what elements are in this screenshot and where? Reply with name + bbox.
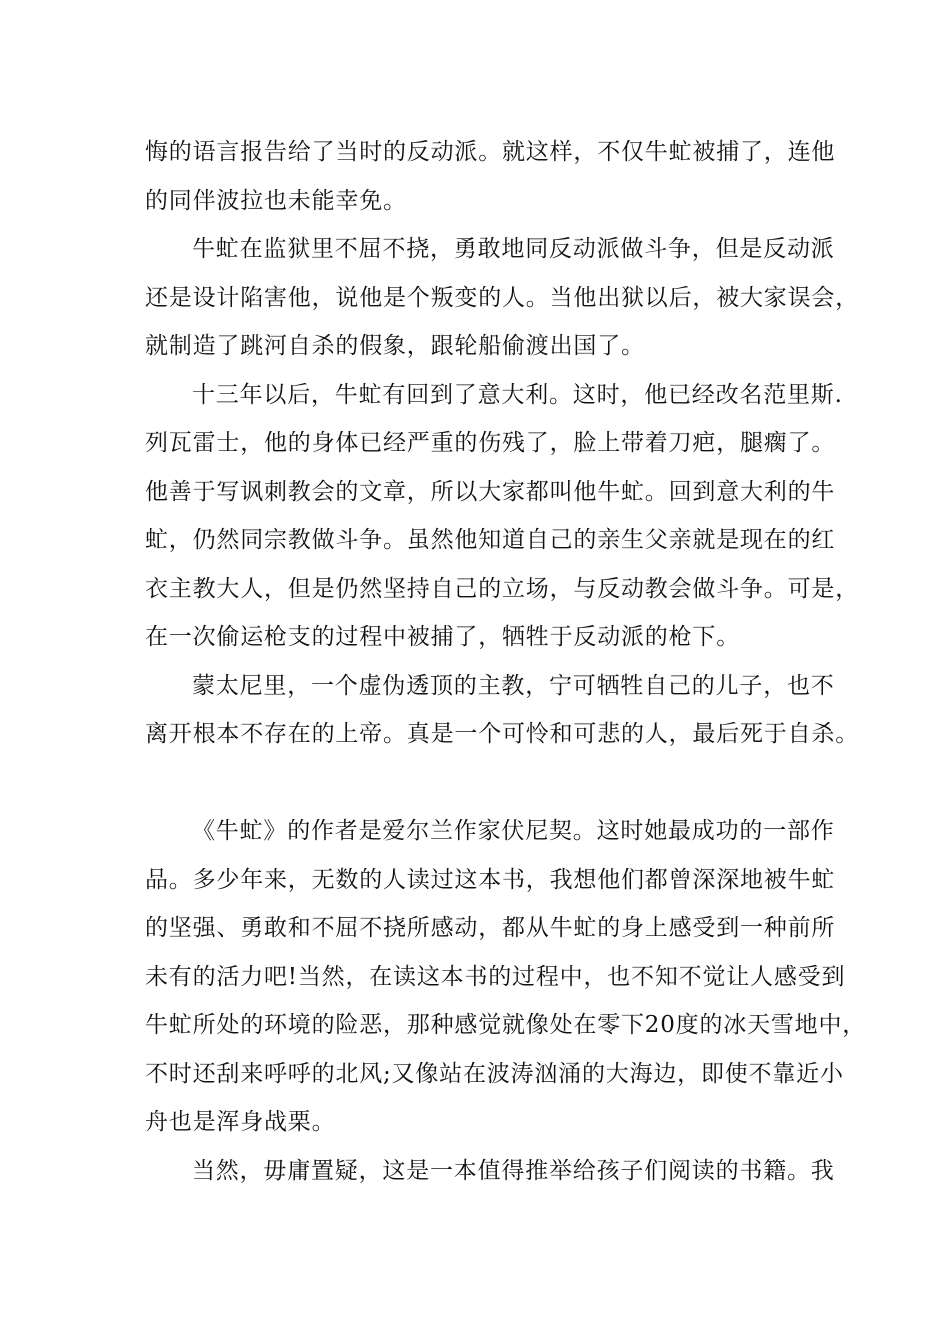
text-line: 品。多少年来，无数的人读过这本书，我想他们都曾深深地被牛虻 bbox=[145, 867, 836, 893]
text-line: 列瓦雷士，他的身体已经严重的伤残了，脸上带着刀疤，腿瘸了。 bbox=[145, 430, 836, 456]
text-line: 还是设计陷害他，说他是个叛变的人。当他出狱以后，被大家误会， bbox=[145, 285, 859, 311]
text-line: 《牛虻》的作者是爱尔兰作家伏尼契。这时她最成功的一部作 bbox=[192, 818, 835, 844]
text-line: 十三年以后，牛虻有回到了意大利。这时，他已经改名范里斯. bbox=[192, 382, 843, 408]
text-line: 当然，毋庸置疑，这是一本值得推举给孩子们阅读的书籍。我 bbox=[192, 1158, 835, 1184]
text-line: 未有的活力吧!当然，在读这本书的过程中，也不知不觉让人感受到 bbox=[145, 964, 846, 990]
text-line: 的坚强、勇敢和不屈不挠所感动，都从牛虻的身上感受到一种前所 bbox=[145, 915, 836, 941]
text-line: 离开根本不存在的上帝。真是一个可怜和可悲的人，最后死于自杀。 bbox=[145, 721, 859, 747]
text-line: 在一次偷运枪支的过程中被捕了，牺牲于反动派的枪下。 bbox=[145, 624, 740, 650]
text-line: 蒙太尼里，一个虚伪透顶的主教，宁可牺牲自己的儿子，也不 bbox=[192, 673, 835, 699]
text-line: 的同伴波拉也未能幸免。 bbox=[145, 188, 407, 214]
text-line: 就制造了跳河自杀的假象，跟轮船偷渡出国了。 bbox=[145, 333, 645, 359]
text-line: 牛虻所处的环境的险恶，那种感觉就像处在零下20度的冰天雪地中， bbox=[145, 1012, 867, 1038]
text-line: 他善于写讽刺教会的文章，所以大家都叫他牛虻。回到意大利的牛 bbox=[145, 479, 836, 505]
text-line: 悔的语言报告给了当时的反动派。就这样，不仅牛虻被捕了，连他 bbox=[145, 139, 836, 165]
text-line: 不时还刮来呼呼的北风;又像站在波涛汹涌的大海边，即使不靠近小 bbox=[145, 1061, 844, 1087]
text-line: 虻，仍然同宗教做斗争。虽然他知道自己的亲生父亲就是现在的红 bbox=[145, 527, 836, 553]
text-line: 舟也是浑身战栗。 bbox=[145, 1109, 336, 1135]
text-line: 衣主教大人，但是仍然坚持自己的立场，与反动教会做斗争。可是， bbox=[145, 576, 859, 602]
text-line: 牛虻在监狱里不屈不挠，勇敢地同反动派做斗争，但是反动派 bbox=[192, 236, 835, 262]
